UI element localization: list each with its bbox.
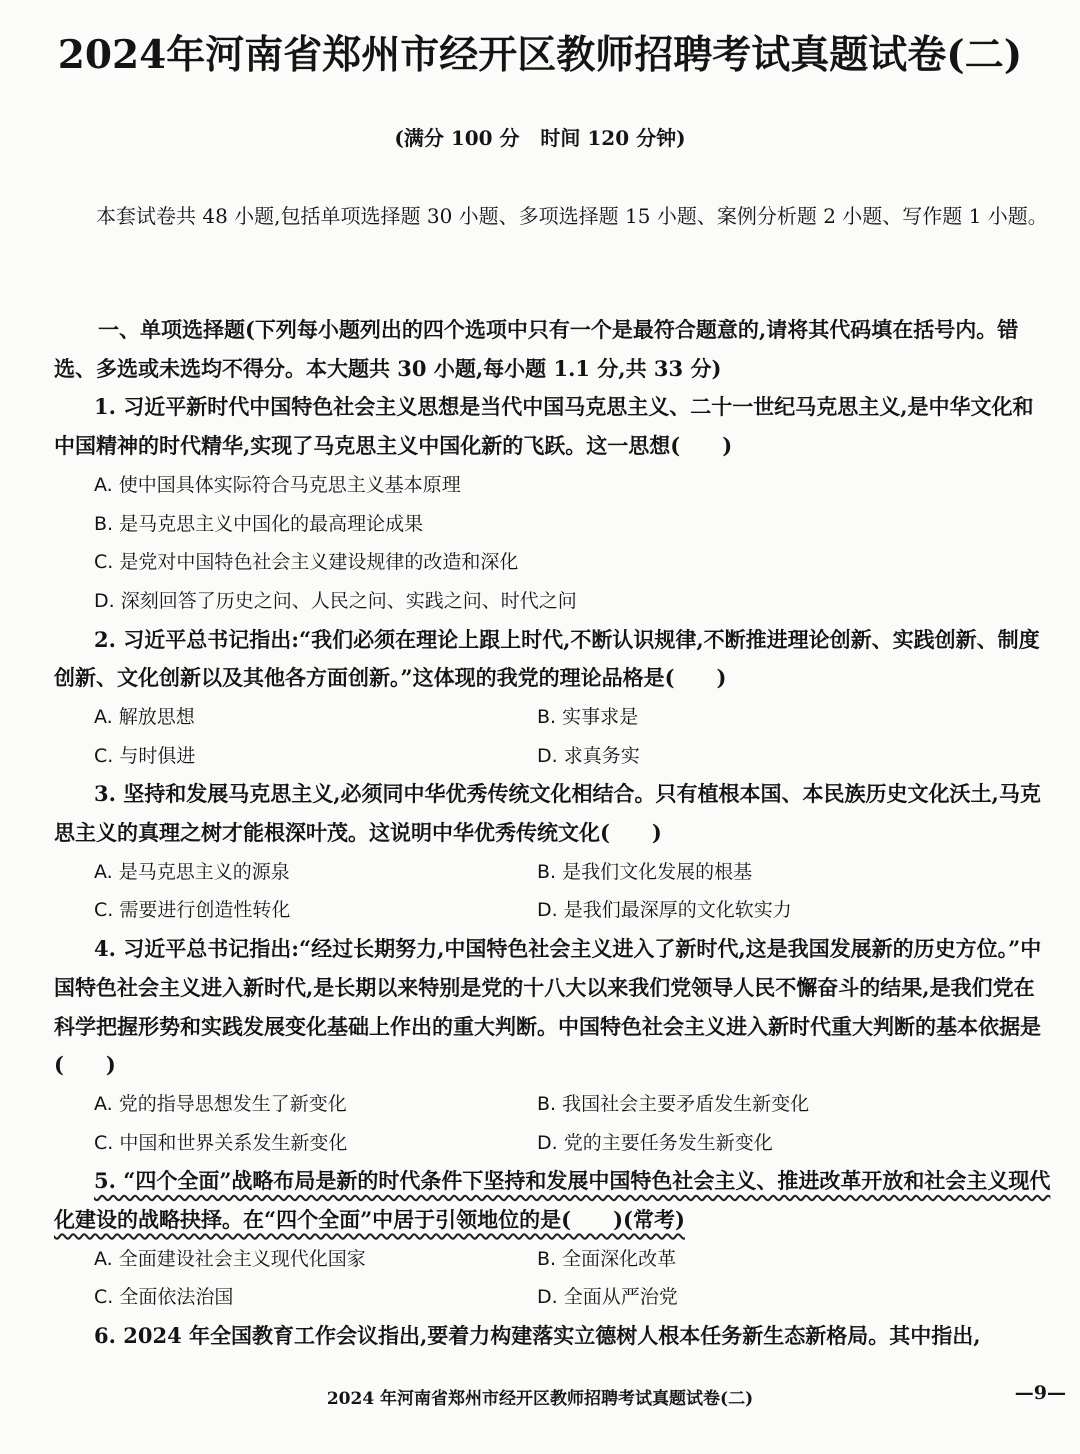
question-2-options-row-1 <box>54 698 1054 737</box>
question-4-option-d: D. 党的主要任务发生新变化 <box>537 1131 773 1154</box>
question-3-stem: 3. 坚持和发展马克思主义,必须同中华优秀传统文化相结合。只有植根本国、本民族历史文化沃土,马克思主义的真理之树才能根深叶茂。这说明中华优秀传统文化( ) <box>54 781 1041 846</box>
option-label: B. 是马克思主义中国化的最高理论成果 <box>94 512 424 535</box>
question-6-stem: 6. 2024 年全国教育工作会议指出,要着力构建落实立德树人根本任务新生态新格局。其中指出, <box>94 1323 981 1349</box>
question-5-stem <box>54 1162 1054 1239</box>
option-label: C. 是党对中国特色社会主义建设规律的改造和深化 <box>94 551 519 574</box>
question-2-option-a: A. 解放思想 <box>94 705 195 728</box>
question-2-stem: 2. 习近平总书记指出:“我们必须在理论上跟上时代,不断认识规律,不断推进理论创新、实践创新、制度创新、文化创新以及其他各方面创新。”这体现的我党的理论品格是( ) <box>54 626 1040 691</box>
question-1-option-c <box>54 543 1054 582</box>
question-5-option-c: C. 全面依法治国 <box>94 1286 234 1309</box>
exam-content <box>54 311 1054 1356</box>
question-3-options-row-1 <box>54 853 1054 892</box>
question-3-option-d: D. 是我们最深厚的文化软实力 <box>537 899 792 922</box>
question-4-options-row-1 <box>54 1085 1054 1124</box>
option-label: A. 使中国具体实际符合马克思主义基本原理 <box>94 473 461 496</box>
question-5-stem-text: 5. “四个全面”战略布局是新的时代条件下坚持和发展中国特色社会主义、推进改革开放和社会主义现代化建设的战略抉择。在“四个全面”中居于引领地位的是( )(常考) <box>54 1168 1051 1233</box>
question-2-option-d: D. 求真务实 <box>537 744 640 767</box>
question-4-option-b: B. 我国社会主要矛盾发生新变化 <box>537 1092 810 1115</box>
section-heading: 一、单项选择题(下列每小题列出的四个选项中只有一个是最符合题意的,请将其代码填在括号内。错选、多选或未选均不得分。本大题共 30 小题,每小题 1.1 分,共 33 分) <box>54 317 1019 381</box>
question-5-options-row-2 <box>54 1278 1054 1317</box>
intro-paragraph: 本套试卷共 48 小题,包括单项选择题 30 小题、多项选择题 15 小题、案例分析题 2 小题、写作题 1 小题。 <box>96 204 1048 228</box>
question-4-stem: 4. 习近平总书记指出:“经过长期努力,中国特色社会主义进入了新时代,这是我国发展新的历史方位。”中国特色社会主义进入新时代,是长期以来特别是党的十八大以来我们党领导人民不懈奋斗的结果,是我们党在科学把握形势和实践发展变化基础上作出的重大判断。中国特色社会主义进入新时代重大判断的基本依据是( ) <box>54 936 1042 1078</box>
question-2-options-row-2 <box>54 737 1054 776</box>
question-3-option-c: C. 需要进行创造性转化 <box>94 899 291 922</box>
question-4-options-row-2 <box>54 1124 1054 1163</box>
exam-info: (满分 100 分 时间 120 分钟) <box>394 126 686 150</box>
question-4-option-a: A. 党的指导思想发生了新变化 <box>94 1092 347 1115</box>
question-1-option-a <box>54 466 1054 505</box>
question-2-option-b: B. 实事求是 <box>537 705 639 728</box>
question-4-option-c: C. 中国和世界关系发生新变化 <box>94 1131 348 1154</box>
question-2-option-c: C. 与时俱进 <box>94 744 196 767</box>
question-5-option-d: D. 全面从严治党 <box>537 1286 678 1309</box>
page-number: —9— <box>1014 1382 1066 1404</box>
question-3-option-a: A. 是马克思主义的源泉 <box>94 860 290 883</box>
question-3-options-row-2 <box>54 891 1054 930</box>
question-5-options-row-1 <box>54 1240 1054 1279</box>
question-5-option-a: A. 全面建设社会主义现代化国家 <box>94 1247 366 1270</box>
question-5-option-b: B. 全面深化改革 <box>537 1247 677 1270</box>
running-footer: 2024 年河南省郑州市经开区教师招聘考试真题试卷(二) <box>326 1389 754 1409</box>
question-1-stem: 1. 习近平新时代中国特色社会主义思想是当代中国马克思主义、二十一世纪马克思主义,是中华文化和中国精神的时代精华,实现了马克思主义中国化新的飞跃。这一思想( ) <box>54 394 1034 459</box>
page-title: 2024年河南省郑州市经开区教师招聘考试真题试卷(二) <box>57 32 1023 78</box>
option-label: D. 深刻回答了历史之问、人民之问、实践之问、时代之问 <box>94 589 577 612</box>
question-3-option-b: B. 是我们文化发展的根基 <box>537 860 753 883</box>
question-1-option-d <box>54 582 1054 621</box>
question-1-option-b <box>54 505 1054 544</box>
